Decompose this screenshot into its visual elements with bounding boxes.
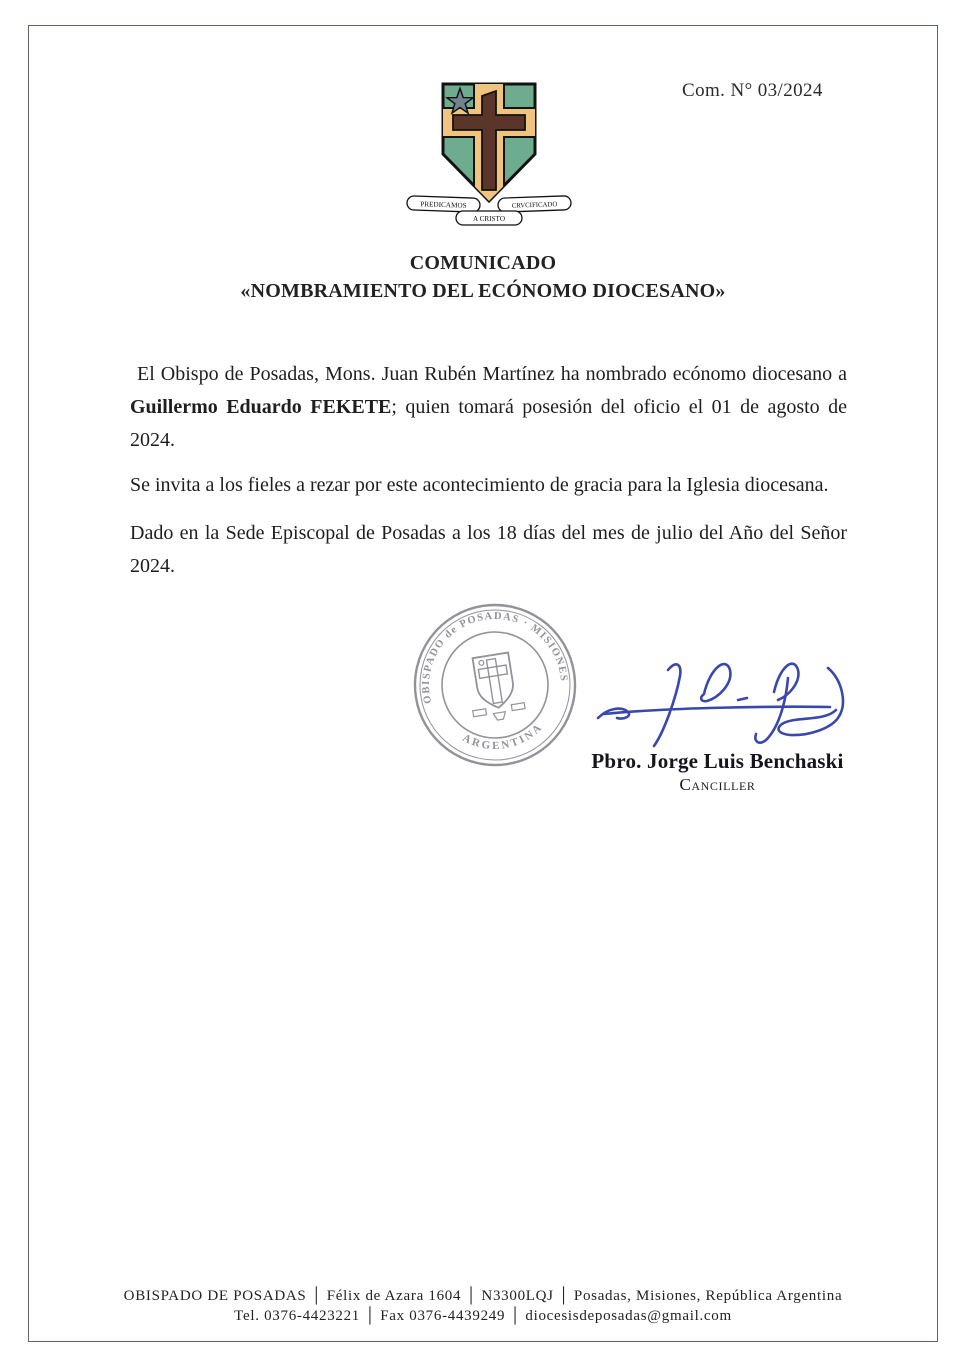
document-footer (0, 1286, 966, 1326)
signatory-name: Pbro. Jorge Luis Benchaski (591, 749, 844, 773)
seal-shield-icon (465, 651, 527, 723)
motto-left-text: PREDICAMOS (420, 200, 467, 210)
footer-contact-line: Tel. 0376-4423221 │ Fax 0376-4439249 │ diocesisdeposadas@gmail.com (234, 1308, 732, 1324)
svg-text:ARGENTINA (459, 720, 548, 758)
document-body (130, 358, 847, 595)
appointee-name: Guillermo Eduardo FEKETE (130, 396, 392, 418)
paragraph-invitation: Se invita a los fieles a rezar por este acontecimiento de gracia para la Iglesia diocesana. (130, 474, 829, 496)
title-block (0, 249, 966, 305)
handwritten-signature (592, 646, 858, 760)
motto-center-text: A CRISTO (472, 215, 506, 223)
paragraph-appointment (130, 358, 847, 457)
communique-number: Com. N° 03/2024 (682, 80, 823, 101)
motto-right-text: CRVCIFICADO (511, 201, 558, 210)
svg-text:OBISPADO de POSADAS · MISIONES (411, 601, 570, 705)
motto-ribbon-left (407, 196, 480, 213)
footer-address-line: OBISPADO DE POSADAS │ Félix de Azara 1604 │ N3300LQJ │ Posadas, Misiones, República Argentina (123, 1288, 843, 1304)
seal-text-top: OBISPADO de POSADAS · MISIONES (420, 610, 570, 705)
appointment-text-tail: ; quien tomará posesión del oficio el 01 de agosto de 2024. (130, 396, 847, 451)
diocese-coat-of-arms (403, 80, 575, 236)
signatory-title: Canciller (679, 775, 756, 794)
document-subtitle: «NOMBRAMIENTO DEL ECÓNOMO DIOCESANO» (240, 280, 726, 302)
paragraph-dateline: Dado en la Sede Episcopal de Posadas a los 18 días del mes de julio del Año del Señor 2024. (130, 522, 847, 577)
seal-text-bottom: ARGENTINA (460, 720, 546, 753)
motto-ribbon-center (456, 211, 522, 225)
signature-block (575, 749, 860, 795)
coat-of-arms-icon (403, 80, 575, 236)
motto-ribbon-right (498, 196, 571, 213)
document-title: COMUNICADO (409, 252, 557, 274)
diocese-seal-stamp (411, 601, 579, 769)
appointment-text-lead: El Obispo de Posadas, Mons. Juan Rubén Martínez ha nombrado ecónomo diocesano a (137, 363, 847, 385)
